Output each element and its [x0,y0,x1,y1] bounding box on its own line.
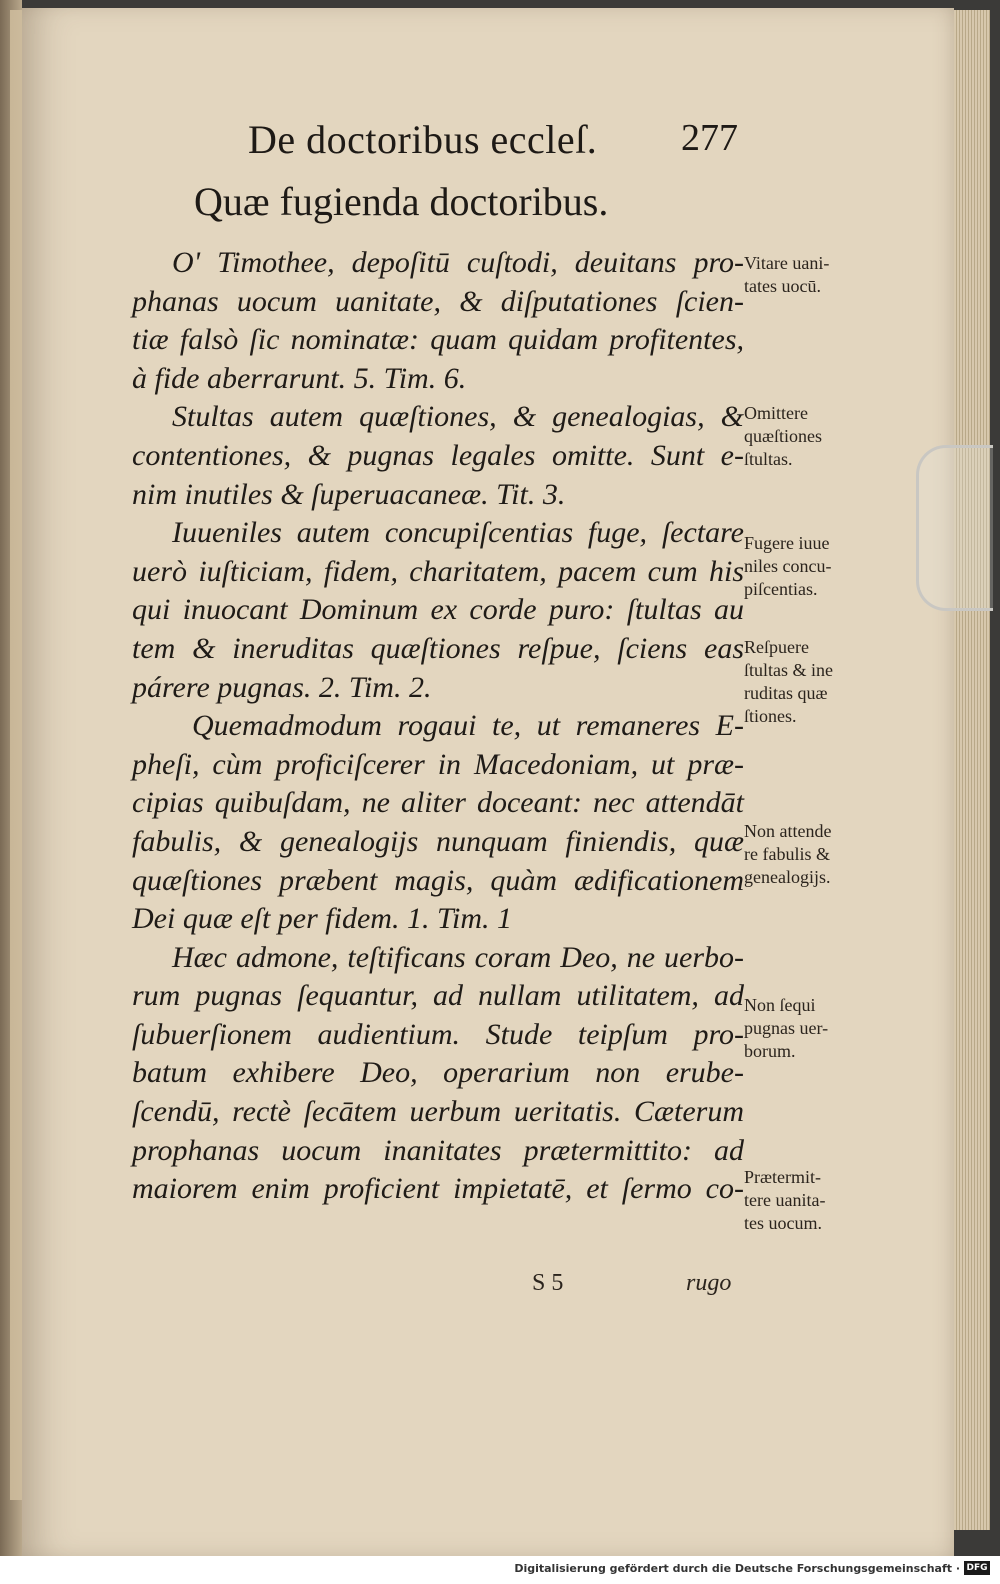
footer-credit: Digitalisierung gefördert durch die Deutsche Forschungsgemeinschaft · [514,1562,960,1575]
marginal-note [744,532,894,601]
marginal-note-line: re fabulis & [744,844,830,864]
marginal-note-line: quæſtiones [744,426,823,446]
section-heading: Quæ fugienda doctoribus. [194,179,609,224]
page-stack-edge [954,10,990,1530]
book-page [22,8,954,1556]
text-line: ſcendū, rectè ſecātem uerbum ueritatis. Cæterum [132,1095,744,1129]
paragraph [132,244,744,398]
text-line: batum exhibere Deo, operarium non erube- [132,1056,744,1090]
marginal-note-line: ruditas quæ [744,683,828,703]
text-line: tem & ineruditas quæſtiones reſpue, ſciens eas [132,631,744,665]
text-line: Iuueniles autem concupiſcentias fuge, ſectare [172,516,744,550]
body-text [132,244,744,1209]
marginal-note-line: borum. [744,1041,796,1061]
text-line: párere pugnas. 2. Tim. 2. [132,670,432,704]
paragraph [132,398,744,514]
book-clasp [916,445,993,611]
paragraph [132,939,744,1209]
marginal-note-line: piſcentias. [744,579,818,599]
marginal-note-line: ſtultas. [744,449,793,469]
text-line: rum pugnas ſequantur, ad nullam utilitatem, ad [132,979,744,1013]
text-line: cipias quibuſdam, ne aliter doceant: nec attendāt [132,786,744,820]
marginal-note [744,1166,894,1235]
text-line: à fide aberrarunt. 5. Tim. 6. [132,361,467,395]
marginal-note-line: Vitare uani- [744,253,830,273]
text-line: contentiones, & pugnas legales omitte. Sunt e- [132,438,744,472]
text-line: quæſtiones præbent magis, quàm ædificationem [132,863,744,897]
running-title: De doctoribus eccleſ. [248,117,598,162]
text-line: nim inutiles & ſuperuacaneæ. Tit. 3. [132,477,566,511]
marginal-note-line: niles concu- [744,556,832,576]
catchword: rugo [686,1270,732,1296]
text-line: prophanas uocum inanitates prætermittito: ad [132,1133,744,1167]
marginal-note-line: ſtultas & ine [744,660,833,680]
marginal-note-line: Reſpuere [744,637,809,657]
marginal-note [744,252,894,298]
text-line: qui inuocant Dominum ex corde puro: ſtultas au [132,593,744,627]
marginal-note [744,994,894,1063]
text-line: maiorem enim proficient impietatē, et ſermo co- [132,1172,744,1206]
text-line: uerò iuſticiam, fidem, charitatem, pacem cum his [132,554,744,588]
text-line: ſubuerſionem audientium. Stude teipſum pro- [132,1017,744,1051]
signature-mark: S 5 [532,1270,564,1296]
text-line: Hæc admone, teſtificans coram Deo, ne uerbo- [172,940,744,974]
marginal-note-line: genealogijs. [744,867,831,887]
text-line: Dei quæ eſt per fidem. 1. Tim. 1 [132,902,512,936]
digitization-footer [0,1556,1000,1584]
text-line: tiæ falsò ſic nominatæ: quam quidam profitentes, [132,323,744,357]
marginal-note [744,636,894,728]
marginal-note-line: pugnas uer- [744,1018,829,1038]
marginal-note [744,402,894,471]
paragraph [132,707,744,939]
marginal-note-line: Fugere iuue [744,533,830,553]
text-line: phanas uocum uanitate, & diſputationes ſcien- [132,284,744,318]
dfg-logo-icon: DFG [964,1561,990,1575]
text-line: Stultas autem quæſtiones, & genealogias, & [172,400,744,434]
text-line: pheſi, cùm proficiſcerer in Macedoniam, ut præ- [132,747,744,781]
marginal-note-line: Omittere [744,403,808,423]
page-number: 277 [681,117,738,159]
marginal-note-line: Prætermit- [744,1167,821,1187]
marginal-note-line: ſtiones. [744,706,797,726]
marginal-note-line: Non attende [744,821,832,841]
page-header [222,116,752,166]
text-line: O' Timothee, depoſitū cuſtodi, deuitans pro- [172,246,744,279]
marginal-note [744,820,894,889]
marginal-note-line: tere uanita- [744,1190,826,1210]
marginal-note-line: Non ſequi [744,995,816,1015]
paragraph [132,514,744,707]
marginal-note-line: tes uocum. [744,1213,822,1233]
text-line: Quemadmodum rogaui te, ut remaneres E- [192,709,744,743]
marginal-note-line: tates uocū. [744,276,821,296]
text-line: fabulis, & genealogijs nunquam finiendis, quæ [132,824,744,858]
